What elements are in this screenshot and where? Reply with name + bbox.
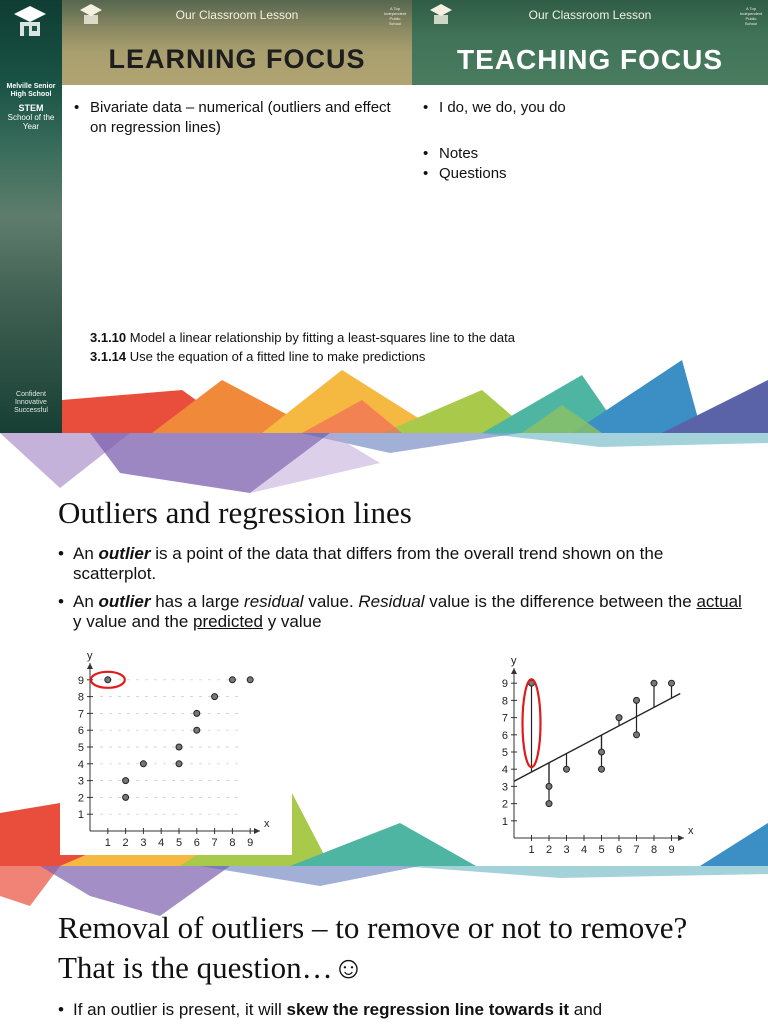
teaching-header-subtitle: Our Classroom Lesson bbox=[528, 8, 652, 22]
data-point bbox=[247, 677, 253, 683]
term-residual: residual bbox=[244, 592, 304, 611]
school-logo-icon bbox=[10, 4, 50, 40]
data-point bbox=[546, 783, 552, 789]
y-tick-label: 7 bbox=[77, 708, 84, 721]
teaching-focus-list bbox=[421, 98, 751, 184]
outcome-text: Model a linear relationship by fitting a least-squares line to the data bbox=[126, 330, 515, 345]
learning-header-tagline: A Top Independent Public School bbox=[384, 6, 407, 26]
outlier-definitions bbox=[58, 544, 748, 640]
slide-removal-of-outliers bbox=[0, 866, 768, 1024]
data-point bbox=[634, 697, 640, 703]
data-point bbox=[599, 749, 605, 755]
x-tick-label: 5 bbox=[598, 844, 605, 856]
y-tick-label: 3 bbox=[77, 775, 84, 788]
y-tick-label: 9 bbox=[501, 678, 508, 691]
y-tick-label: 4 bbox=[501, 764, 508, 777]
x-tick-label: 6 bbox=[615, 844, 623, 856]
data-point bbox=[599, 766, 605, 772]
learning-focus-title: LEARNING FOCUS bbox=[108, 44, 366, 74]
data-point bbox=[229, 677, 235, 683]
data-point bbox=[194, 727, 200, 733]
slide-title: Outliers and regression lines bbox=[58, 495, 412, 530]
x-tick-label: 2 bbox=[545, 844, 553, 856]
data-point bbox=[651, 680, 657, 686]
y-tick-label: 2 bbox=[501, 798, 508, 811]
y-tick-label: 7 bbox=[501, 712, 508, 725]
teaching-focus-header bbox=[412, 0, 768, 85]
scatterplot-svg bbox=[60, 653, 292, 855]
y-tick-label: 4 bbox=[77, 758, 84, 771]
y-tick-label: 8 bbox=[77, 691, 84, 704]
residual-bullet: • An outlier has a large residual value. Residual value is the difference between the actual y value and the predicted y value bbox=[58, 592, 748, 632]
x-tick-label: 7 bbox=[633, 844, 640, 856]
term-outlier: outlier bbox=[98, 592, 151, 611]
x-tick-label: 3 bbox=[140, 837, 147, 849]
x-tick-label: 9 bbox=[668, 844, 675, 856]
y-tick-label: 3 bbox=[501, 781, 508, 794]
x-axis-arrow bbox=[678, 835, 684, 841]
school-sidebar bbox=[0, 0, 62, 433]
school-motto: Confident Innovative Successful bbox=[14, 391, 48, 414]
data-point bbox=[105, 677, 111, 683]
learning-focus-list bbox=[72, 98, 407, 138]
skew-bullet: • If an outlier is present, it will skew the regression line towards it and bbox=[58, 1000, 758, 1020]
outcome-text: Use the equation of a fitted line to make predictions bbox=[126, 349, 426, 364]
definition-bullet: • An outlier is a point of the data that differs from the overall trend shown on the scatterplot. bbox=[58, 544, 748, 584]
y-axis-arrow bbox=[87, 663, 93, 669]
teaching-item: • I do, we do, you do bbox=[421, 98, 751, 118]
x-tick-label: 8 bbox=[229, 837, 236, 849]
x-tick-label: 8 bbox=[650, 844, 658, 856]
slide-learning-focus bbox=[0, 0, 768, 433]
y-tick-label: 6 bbox=[501, 729, 508, 742]
x-tick-label: 9 bbox=[247, 837, 254, 849]
decorative-polygons-top bbox=[0, 433, 768, 503]
stem-badge bbox=[2, 104, 60, 131]
skew-emphasis: skew the regression line towards it bbox=[286, 1000, 570, 1019]
scatterplot-outlier bbox=[60, 653, 292, 855]
data-point bbox=[123, 778, 129, 784]
y-tick-label: 5 bbox=[501, 747, 508, 759]
learning-header-subtitle: Our Classroom Lesson bbox=[175, 8, 299, 22]
term-predicted: predicted bbox=[193, 612, 263, 631]
slide-outliers bbox=[0, 433, 768, 866]
outcome-code: 3.1.14 bbox=[90, 349, 127, 364]
teaching-header-tagline: A Top Independent Public School bbox=[740, 6, 763, 26]
data-point bbox=[634, 732, 640, 738]
term-residual: Residual bbox=[358, 592, 425, 611]
x-tick-label: 7 bbox=[211, 837, 218, 849]
x-tick-label: 5 bbox=[175, 837, 183, 849]
y-axis-arrow bbox=[511, 668, 517, 674]
slide-title: Removal of outliers – to remove or not to remove? That is the question…☺ bbox=[58, 910, 688, 985]
y-tick-label: 8 bbox=[501, 695, 508, 708]
x-tick-label: 4 bbox=[158, 837, 165, 849]
school-name: Melville Senior High School bbox=[6, 83, 56, 98]
scatterplot-residuals bbox=[476, 653, 702, 863]
data-point bbox=[176, 761, 182, 767]
term-actual: actual bbox=[696, 592, 742, 611]
data-point bbox=[564, 766, 570, 772]
x-tick-label: 3 bbox=[563, 844, 570, 856]
x-tick-label: 6 bbox=[193, 837, 200, 849]
x-tick-label: 2 bbox=[122, 837, 129, 849]
data-point bbox=[176, 744, 182, 750]
data-point bbox=[669, 680, 675, 686]
data-point bbox=[212, 694, 218, 700]
data-point bbox=[123, 794, 129, 800]
stem-title: STEM bbox=[18, 103, 44, 113]
outcome-code: 3.1.10 bbox=[90, 330, 127, 345]
x-axis-label: x bbox=[264, 818, 270, 830]
x-tick-label: 1 bbox=[104, 837, 111, 849]
x-tick-label: 4 bbox=[580, 844, 588, 856]
x-axis-label: x bbox=[688, 825, 694, 837]
residual-plot-svg bbox=[476, 653, 702, 863]
teaching-focus-title: TEACHING FOCUS bbox=[457, 44, 723, 75]
y-tick-label: 1 bbox=[501, 815, 508, 828]
data-point bbox=[616, 715, 622, 721]
y-axis-label: y bbox=[511, 655, 517, 667]
y-axis-label: y bbox=[87, 653, 93, 662]
outcome-line bbox=[90, 328, 730, 347]
learning-focus-header bbox=[62, 0, 412, 85]
teaching-item: • Questions bbox=[421, 164, 751, 184]
decorative-polygons bbox=[62, 360, 768, 433]
y-tick-label: 6 bbox=[77, 725, 84, 738]
learning-item: • Bivariate data – numerical (outliers and effect on regression lines) bbox=[72, 98, 407, 138]
y-tick-label: 5 bbox=[77, 742, 84, 754]
y-tick-label: 2 bbox=[77, 792, 84, 805]
data-point bbox=[546, 801, 552, 807]
data-point bbox=[140, 761, 146, 767]
y-tick-label: 1 bbox=[77, 809, 84, 822]
term-outlier: outlier bbox=[98, 544, 151, 563]
stem-subtitle: School of the Year bbox=[7, 113, 55, 131]
x-axis-arrow bbox=[254, 828, 260, 834]
data-point bbox=[194, 710, 200, 716]
x-tick-label: 1 bbox=[528, 844, 535, 856]
teaching-item: • Notes bbox=[421, 144, 751, 164]
y-tick-label: 9 bbox=[77, 674, 84, 687]
